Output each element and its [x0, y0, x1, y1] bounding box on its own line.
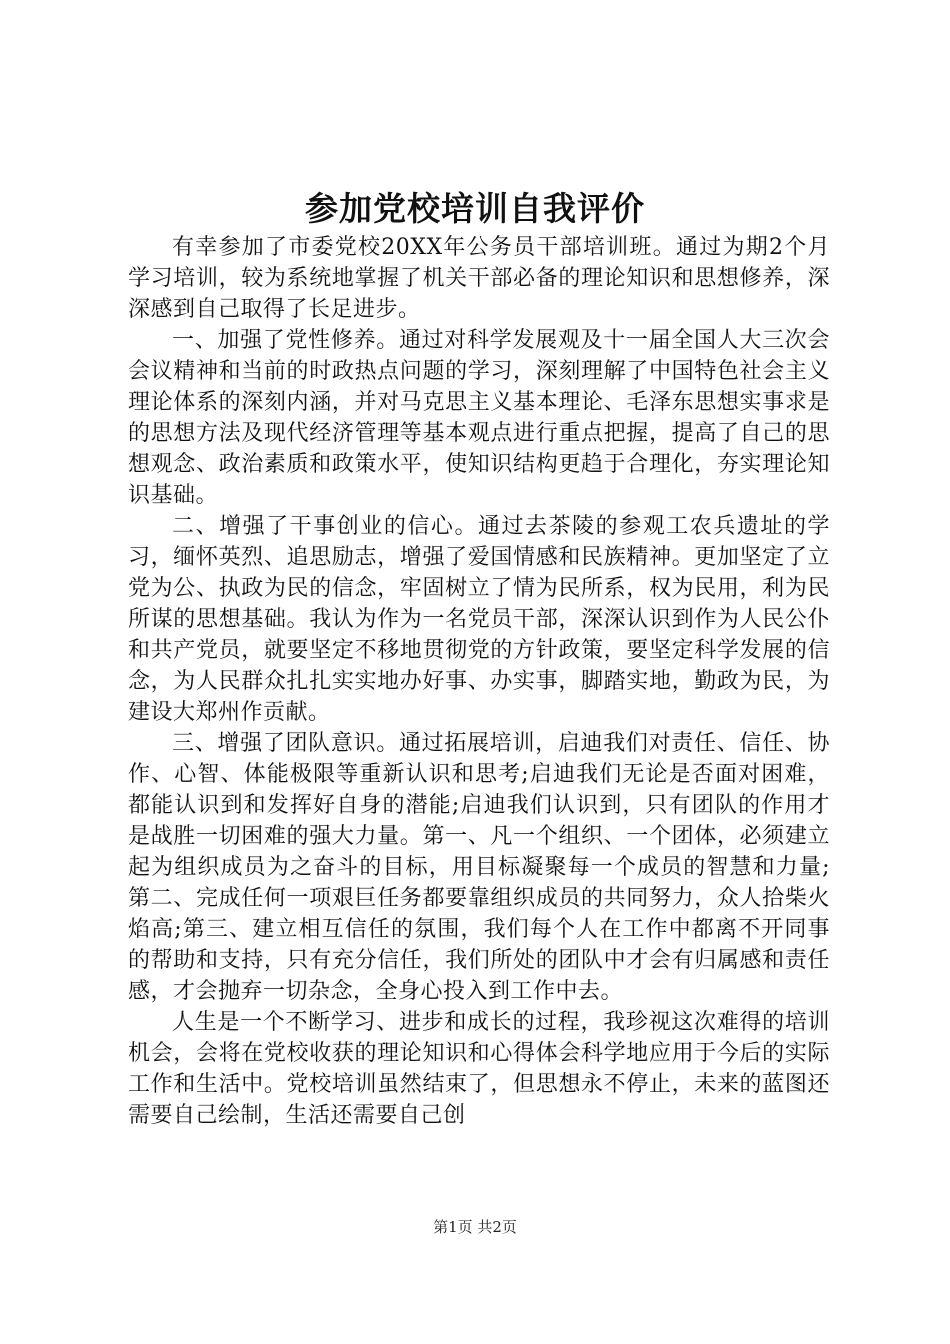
page-number-footer: 第1页 共2页 [433, 1218, 517, 1236]
paragraph-party-spirit: 一、加强了党性修养。通过对科学发展观及十一届全国人大三次会会议精神和当前的时政热点问题的学习，深刻理解了中国特色社会主义理论体系的深刻内涵，并对马克思主义基本理论、毛泽东思想实事求是的思想方法及现代经济管理等基本观点进行重点把握，提高了自己的思想观念、政治素质和政策水平，使知识结构更趋于合理化，夯实理论知识基础。 [128, 328, 830, 508]
paragraph-conclusion: 人生是一个不断学习、进步和成长的过程，我珍视这次难得的培训机会，会将在党校收获的理论知识和心得体会科学地应用于今后的实际工作和生活中。党校培训虽然结束了，但思想永不停止，未来的蓝图还需要自己绘制，生活还需要自己创 [128, 1010, 830, 1128]
paragraph-career-confidence: 二、增强了干事创业的信心。通过去茶陵的参观工农兵遗址的学习，缅怀英烈、追思励志，增强了爱国情感和民族精神。更加坚定了立党为公、执政为民的信念，牢固树立了情为民所系，权为民用，利为民所谋的思想基础。我认为作为一名党员干部，深深认识到作为人民公仆和共产党员，就要坚定不移地贯彻党的方针政策，要坚定科学发展的信念，为人民群众扎扎实实地办好事、办实事，脚踏实地，勤政为民，为建设大郑州作贡献。 [128, 514, 830, 725]
paragraph-team-awareness: 三、增强了团队意识。通过拓展培训，启迪我们对责任、信任、协作、心智、体能极限等重新认识和思考;启迪我们无论是否面对困难，都能认识到和发挥好自身的潜能;启迪我们认识到，只有团队的作用才是战胜一切困难的强大力量。第一、凡一个组织、一个团体，必须建立起为组织成员为之奋斗的目标，用目标凝聚每一个成员的智慧和力量;第二、完成任何一项艰巨任务都要靠组织成员的共同努力，众人拾柴火焰高;第三、建立相互信任的氛围，我们每个人在工作中都离不开同事的帮助和支持，只有充分信任，我们所处的团队中才会有归属感和责任感，才会抛弃一切杂念，全身心投入到工作中去。 [128, 731, 830, 1004]
document-body [128, 232, 830, 1131]
paragraph-intro: 有幸参加了市委党校20XX年公务员干部培训班。通过为期2个月学习培训，较为系统地掌握了机关干部必备的理论知识和思想修养，深深感到自己取得了长足进步。 [128, 235, 830, 322]
document-title: 参加党校培训自我评价 [305, 189, 645, 228]
